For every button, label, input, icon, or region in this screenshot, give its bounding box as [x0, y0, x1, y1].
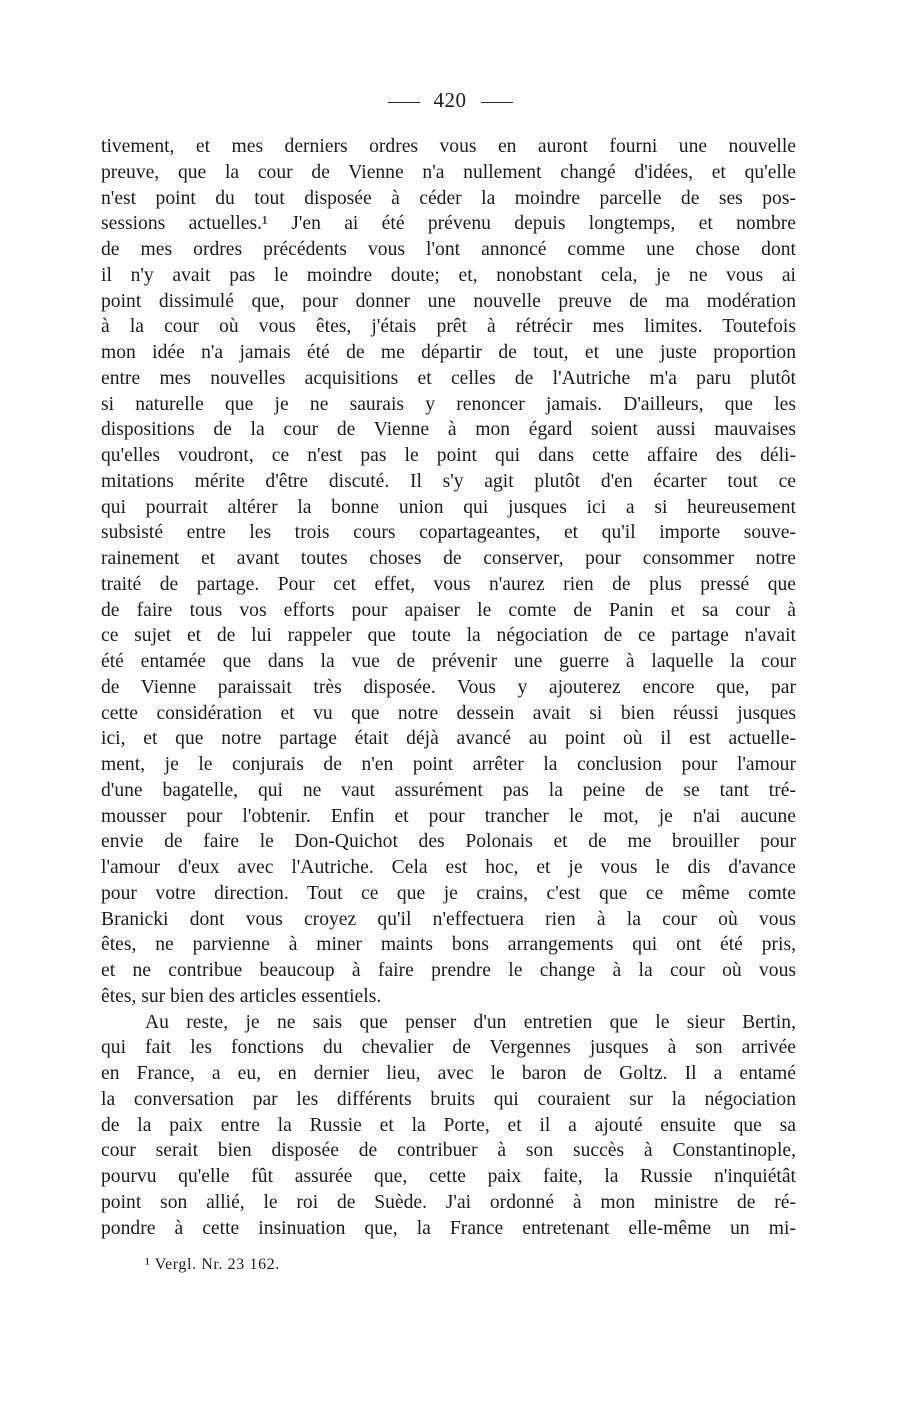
text-line: pour votre direction. Tout ce que je crains, c'est que ce même comte [101, 882, 796, 904]
text-line: point dissimulé que, pour donner une nouvelle preuve de ma modération [101, 290, 796, 312]
text-line: preuve, que la cour de Vienne n'a nullement changé d'idées, et qu'elle [101, 161, 796, 183]
text-line: envie de faire le Don-Quichot des Polonais et de me brouiller pour [101, 831, 796, 853]
text-line: qui fait les fonctions du chevalier de Vergennes jusques à son arrivée [101, 1037, 796, 1059]
text-line: traité de partage. Pour cet effet, vous n'aurez rien de plus pressé que [101, 573, 796, 595]
body-text [101, 134, 796, 1241]
text-line: de faire tous vos efforts pour apaiser le comte de Panin et sa cour à [101, 599, 796, 621]
footnote: ¹ Vergl. Nr. 23 162. [145, 1256, 280, 1273]
text-line: êtes, sur bien des articles essentiels. [101, 985, 382, 1007]
text-line: la conversation par les différents bruits qui couraient sur la négociation [101, 1088, 796, 1110]
text-line: en France, a eu, en dernier lieu, avec le baron de Goltz. Il a entamé [101, 1063, 796, 1084]
text-line: à la cour où vous êtes, j'étais prêt à rétrécir mes limites. Toutefois [101, 316, 796, 338]
text-line: sessions actuelles.¹ J'en ai été prévenu depuis longtemps, et nombre [101, 213, 796, 235]
text-line: pourvu qu'elle fût assurée que, cette paix faite, la Russie n'inquiétât [101, 1166, 796, 1187]
page-header [0, 86, 900, 114]
text-line: qu'elles voudront, ce n'est pas le point qui dans cette affaire des déli- [101, 445, 796, 466]
text-line: mitations mérite d'être discuté. Il s'y agit plutôt d'en écarter tout ce [101, 470, 796, 492]
text-line: point son allié, le roi de Suède. J'ai ordonné à mon ministre de ré- [101, 1191, 796, 1213]
text-line: rainement et avant toutes choses de conserver, pour consommer notre [101, 548, 796, 569]
text-line: d'une bagatelle, qui ne vaut assurément pas la peine de se tant tré- [101, 779, 796, 801]
text-line: Au reste, je ne sais que penser d'un entretien que le sieur Bertin, [145, 1011, 796, 1033]
text-line: et ne contribue beaucoup à faire prendre le change à la cour où vous [101, 960, 796, 981]
text-line: dispositions de la cour de Vienne à mon égard soient aussi mauvaises [101, 419, 796, 441]
text-line: Branicki dont vous croyez qu'il n'effectuera rien à la cour où vous [101, 908, 796, 930]
text-line: ment, je le conjurais de n'en point arrêter la conclusion pour l'amour [101, 754, 796, 775]
text-line: ce sujet et de lui rappeler que toute la négociation de ce partage n'avait [101, 625, 796, 647]
text-line: été entamée que dans la vue de prévenir une guerre à laquelle la cour [101, 651, 796, 672]
header-rule-right [481, 102, 513, 103]
page-number: 420 [433, 88, 467, 112]
text-line: cette considération et vu que notre dessein avait si bien réussi jusques [101, 702, 796, 724]
text-line: mousser pour l'obtenir. Enfin et pour trancher le mot, je n'ai aucune [101, 805, 796, 827]
text-line: tivement, et mes derniers ordres vous en auront fourni une nouvelle [101, 136, 796, 157]
text-line: l'amour d'eux avec l'Autriche. Cela est hoc, et je vous le dis d'avance [101, 857, 796, 878]
text-line: pondre à cette insinuation que, la France entretenant elle-même un mi- [101, 1217, 796, 1239]
text-line: subsisté entre les trois cours copartageantes, et qu'il importe souve- [101, 522, 796, 544]
text-line: n'est point du tout disposée à céder la moindre parcelle de ses pos- [101, 187, 796, 209]
header-rule-left [388, 102, 420, 103]
text-line: de Vienne paraissait très disposée. Vous y ajouterez encore que, par [101, 676, 796, 698]
text-line: êtes, ne parvienne à miner maints bons arrangements qui ont été pris, [101, 934, 796, 956]
text-line: de la paix entre la Russie et la Porte, et il a ajouté ensuite que sa [101, 1114, 796, 1136]
text-line: cour serait bien disposée de contribuer à son succès à Constantinople, [101, 1140, 796, 1162]
text-line: ici, et que notre partage était déjà avancé au point où il est actuelle- [101, 728, 796, 750]
text-line: il n'y avait pas le moindre doute; et, nonobstant cela, je ne vous ai [101, 264, 796, 286]
text-line: qui pourrait altérer la bonne union qui jusques ici a si heureusement [101, 496, 796, 518]
text-line: entre mes nouvelles acquisitions et celles de l'Autriche m'a paru plutôt [101, 367, 796, 389]
text-line: si naturelle que je ne saurais y renoncer jamais. D'ailleurs, que les [101, 393, 796, 415]
text-line: de mes ordres précédents vous l'ont annoncé comme une chose dont [101, 239, 796, 260]
text-line: mon idée n'a jamais été de me départir de tout, et une juste proportion [101, 342, 796, 363]
